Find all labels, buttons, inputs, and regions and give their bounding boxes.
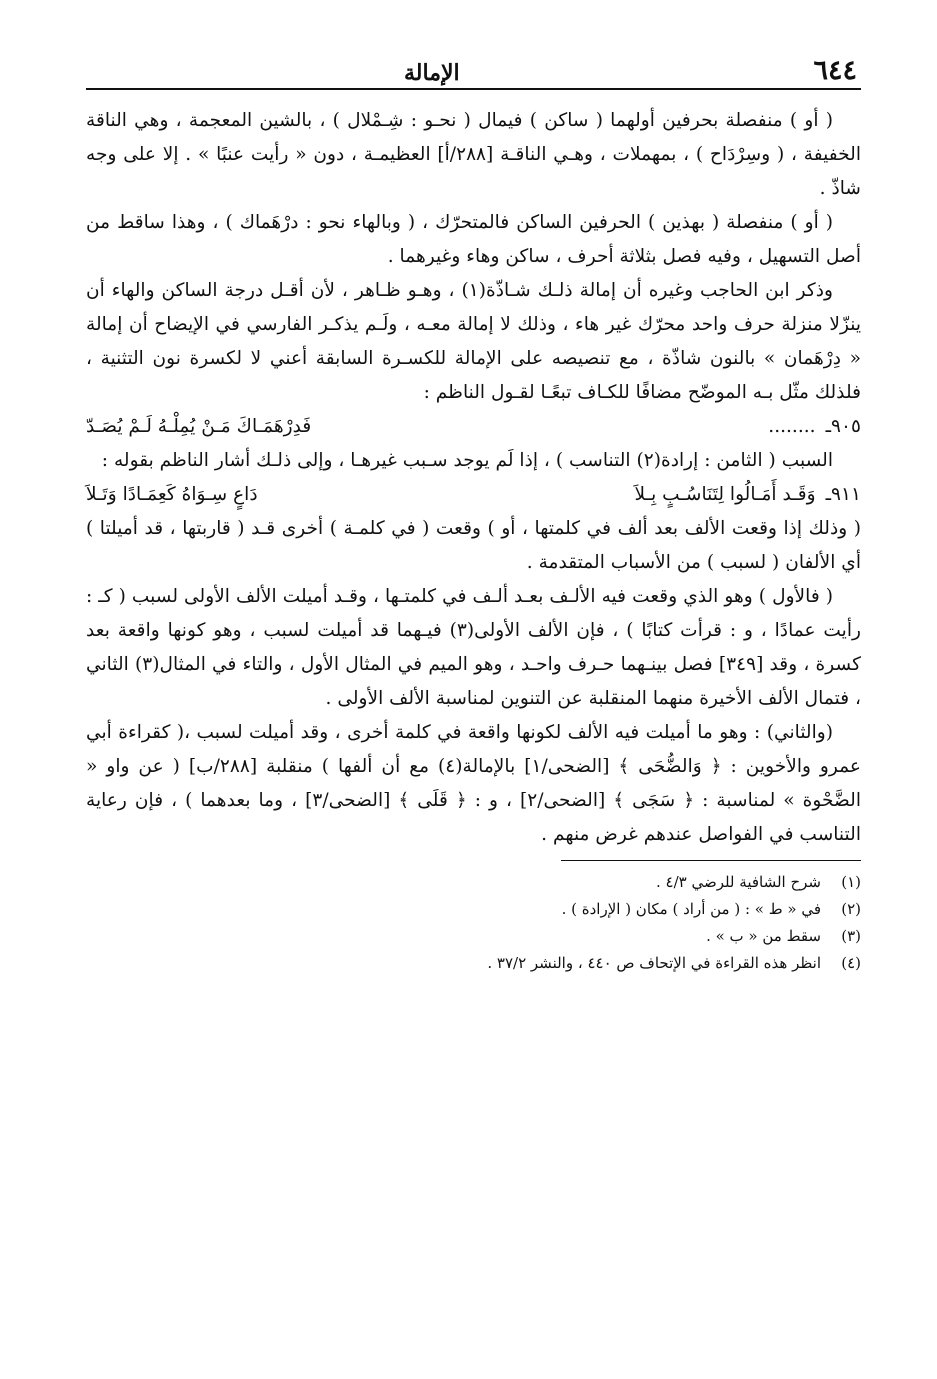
footnote-text: سقط من « ب » . (706, 927, 821, 945)
paragraph: وذكر ابن الحاجب وغيره أن إمالة ذلـك شـاذّة(١) ، وهـو ظـاهر ، لأن أقـل درجة الساكن والهاء أن ينزّلا منزلة حرف واحد محرّك غير هاء ، وذلك لا إمالة معـه ، ولَـم يذكـر الفارسي في الإيضاح أن إمالة « دِرْهَمان » بالنون شاذّة ، مع تنصيصه على الإمالة للكسـرة السابقة أعني لا لكسرة نون التثنية ، فلذلك مثّل بـه الموضّح مضافًا للكـاف تبعًـا لقـول الناظم : (86, 280, 861, 403)
verse-first-hemistich: ........ (768, 416, 816, 437)
footnote (86, 950, 861, 977)
footnote-list (86, 869, 861, 977)
paragraph: ( أو ) منفصلة ( بهذين ) الحرفين الساكن فالمتحرّك ، ( وبالهاء نحو : درْهَماك ) ، وهذا ساقط من أصل التسهيل ، وفيه فصل بثلاثة أحرف ، ساكن وهاء وغيرهما . (86, 212, 861, 267)
footnote-text: في « ط » : ( من أراد ) مكان ( الإرادة ) . (561, 900, 821, 918)
footnote-separator (487, 860, 861, 977)
verse-911 (86, 478, 861, 512)
footnote-number: (٢) (841, 900, 861, 918)
footnote-text: انظر هذه القراءة في الإتحاف ص ٤٤٠ ، والنشر ٣٧/٢ . (487, 954, 821, 972)
verse-first-hemistich: وَقَـد أَمَـالُوا لِتَنَاسُـبٍ بِـلاَ (634, 484, 816, 505)
footnote (86, 869, 861, 896)
verse-905 (86, 410, 861, 444)
verse-number: ٩١١ـ (825, 484, 861, 505)
footnote-number: (١) (841, 873, 861, 891)
footnote-number: (٤) (841, 954, 861, 972)
paragraph: ( فالأول ) وهو الذي وقعت فيه الألـف بعـد ألـف في كلمتـها ، وقـد أميلت الألف الأولى لسبب ( كـ : رأيت عمادًا ، و : قرأت كتابًا ) ، فإن الألف الأولى(٣) فيـهما قد أميلت لسبب ، وهو كونها واقعة بعد كسرة ، وقد [٣٤٩] فصل بينـهما حـرف واحـد ، وهو الميم في المثال الأول ، والتاء في المثال(٣) الثاني ، فتمال الألف الأخيرة منهما المنقلبة عن التنوين لمناسبة الألف الأولى . (86, 586, 861, 709)
paragraph: ( وذلك إذا وقعت الألف بعد ألف في كلمتها ، أو ) وقعت ( في كلمـة ) أخرى قـد ( قاربتها ، قد أميلتا ) أي الألفان ( لسبب ) من الأسباب المتقدمة . (86, 518, 861, 573)
document-page (86, 54, 861, 977)
verse-second-hemistich: دَاعٍ سِـوَاهُ كَعِمَـادًا وَتَـلاَ (85, 484, 258, 505)
footnote (86, 896, 861, 923)
running-title: الإمالة (404, 60, 460, 86)
paragraph: ( أو ) منفصلة بحرفين أولهما ( ساكن ) فيمال ( نحـو : شِـمْلال ) ، بالشين المعجمة ، وهي الناقة الخفيفة ، ( وسِرْدَاح ) ، بمهملات ، وهـي الناقـة [٢٨٨/أ] العظيمـة ، دون « رأيت عنبًا » . إلا على وجه شاذّ . (86, 110, 861, 199)
page-number: ٦٤٤ (813, 55, 857, 86)
footnote (86, 923, 861, 950)
paragraph: (والثاني) : وهو ما أميلت فيه الألف لكونها واقعة في كلمة أخرى ، وقد أميلت لسبب ،( كقراءة أبي عمرو والأخوين : ﴿ وَالضُّحَى ﴾ [الضحى/١] بالإمالة(٤) مع أن ألفها ) منقلبة [٢٨٨/ب] ( عن واو « الضَّحْوة » لمناسبة : ﴿ سَجَى ﴾ [الضحى/٢] ، و : ﴿ قَلَى ﴾ [الضحى/٣] ، وما بعدهما ) ، فإن رعاية التناسب في الفواصل عندهم غرض منهم . (86, 722, 862, 845)
paragraph: السبب ( الثامن : إرادة(٢) التناسب ) ، إذا لَم يوجد سـبب غيرهـا ، وإلى ذلـك أشار الناظم بقوله : (101, 450, 833, 471)
verse-number: ٩٠٥ـ (825, 416, 861, 437)
footnote-number: (٣) (841, 927, 861, 945)
verse-second-hemistich: فَدِرْهَمَـاكَ مَـنْ يُمِلْـهُ لَـمْ يُصَـدّ (85, 416, 312, 437)
page-header (86, 54, 861, 90)
footnote-text: شرح الشافية للرضي ٤/٣ . (655, 873, 821, 891)
main-text (86, 104, 861, 852)
